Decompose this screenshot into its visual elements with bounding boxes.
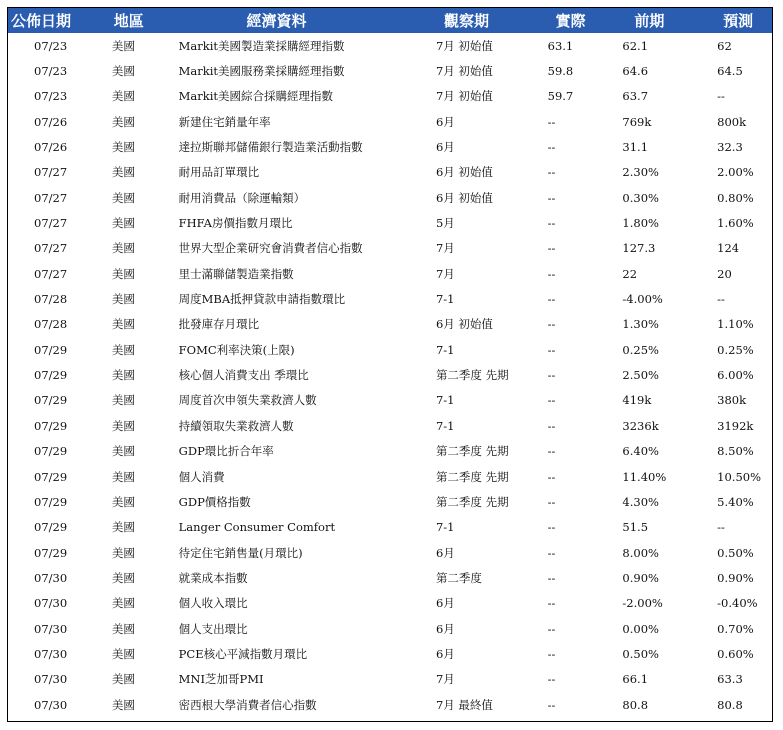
economic-calendar-table (7, 7, 773, 722)
cell-indicator: 周度首次申領失業救濟人數 (178, 393, 317, 408)
cell-forecast: 20 (717, 266, 732, 281)
cell-previous: 51.5 (622, 520, 649, 535)
cell-region: 美國 (111, 393, 135, 408)
cell-period: 第二季度 先期 (435, 494, 509, 509)
cell-forecast: 62 (717, 38, 732, 53)
cell-date: 07/30 (34, 596, 68, 611)
cell-actual: 59.7 (547, 89, 574, 104)
cell-previous: 22 (622, 266, 638, 281)
cell-period: 6月 (435, 596, 455, 611)
cell-date: 07/23 (34, 89, 68, 104)
cell-indicator: 就業成本指數 (178, 570, 248, 585)
cell-actual: -- (547, 216, 556, 231)
cell-indicator: 達拉斯聯邦儲備銀行製造業活動指數 (178, 140, 363, 155)
cell-forecast: 0.60% (717, 646, 754, 661)
cell-actual: -- (547, 292, 556, 307)
cell-period: 7月 初始值 (435, 38, 493, 53)
table-header (8, 8, 772, 33)
cell-region: 美國 (111, 241, 135, 256)
cell-period: 7-1 (435, 342, 455, 357)
cell-forecast: 0.50% (717, 545, 754, 560)
cell-period: 7月 初始值 (435, 64, 493, 79)
cell-forecast: -0.40% (717, 596, 758, 611)
cell-region: 美國 (111, 570, 135, 585)
cell-period: 7月 初始值 (435, 89, 493, 104)
cell-date: 07/30 (34, 646, 68, 661)
cell-date: 07/27 (34, 241, 68, 256)
cell-region: 美國 (111, 596, 135, 611)
cell-previous: 63.7 (622, 89, 649, 104)
table-row (8, 565, 772, 590)
cell-region: 美國 (111, 64, 135, 79)
cell-region: 美國 (111, 342, 135, 357)
cell-actual: -- (547, 418, 556, 433)
cell-region: 美國 (111, 165, 135, 180)
cell-previous: 62.1 (622, 38, 649, 53)
table-row (8, 591, 772, 616)
cell-period: 5月 (435, 216, 455, 231)
cell-forecast: 0.90% (717, 570, 754, 585)
cell-period: 6月 (435, 646, 455, 661)
table-row (8, 185, 772, 210)
cell-actual: 63.1 (547, 38, 574, 53)
cell-region: 美國 (111, 545, 135, 560)
cell-actual: -- (547, 469, 556, 484)
cell-region: 美國 (111, 646, 135, 661)
cell-date: 07/28 (34, 292, 68, 307)
cell-actual: -- (547, 621, 556, 636)
cell-date: 07/27 (34, 266, 68, 281)
cell-date: 07/29 (34, 368, 68, 383)
cell-previous: 11.40% (622, 469, 667, 484)
cell-period: 6月 (435, 114, 455, 129)
cell-forecast: 0.70% (717, 621, 754, 636)
cell-region: 美國 (111, 444, 135, 459)
cell-previous: 0.90% (622, 570, 659, 585)
header-release-date: 公佈日期 (11, 12, 72, 30)
cell-actual: -- (547, 317, 556, 332)
cell-forecast: 63.3 (717, 672, 743, 687)
table-row (8, 337, 772, 362)
cell-forecast: 32.3 (717, 140, 743, 155)
cell-previous: 1.30% (622, 317, 659, 332)
cell-previous: 31.1 (622, 140, 649, 155)
cell-forecast: 800k (717, 114, 747, 129)
cell-region: 美國 (111, 140, 135, 155)
cell-indicator: Markit美國製造業採購經理指數 (178, 38, 345, 53)
table-row (8, 160, 772, 185)
table-row (8, 489, 772, 514)
cell-indicator: 耐用品訂單環比 (178, 165, 260, 180)
cell-period: 7-1 (435, 520, 455, 535)
cell-region: 美國 (111, 621, 135, 636)
cell-previous: 1.80% (622, 216, 659, 231)
cell-forecast: 1.10% (717, 317, 754, 332)
header-region: 地區 (113, 12, 144, 30)
cell-previous: 0.25% (622, 342, 659, 357)
cell-actual: -- (547, 697, 556, 712)
cell-indicator: GDP價格指數 (178, 494, 251, 509)
table-row (8, 261, 772, 286)
table-row (8, 210, 772, 235)
cell-period: 7月 最終值 (435, 697, 493, 712)
cell-actual: -- (547, 520, 556, 535)
cell-previous: -4.00% (622, 292, 663, 307)
cell-period: 7-1 (435, 393, 455, 408)
cell-period: 7-1 (435, 418, 455, 433)
cell-region: 美國 (111, 89, 135, 104)
table-row (8, 388, 772, 413)
cell-date: 07/23 (34, 38, 68, 53)
cell-actual: -- (547, 545, 556, 560)
cell-previous: 64.6 (622, 64, 649, 79)
cell-forecast: -- (717, 520, 725, 535)
cell-previous: 66.1 (622, 672, 649, 687)
cell-indicator: 里士滿聯儲製造業指數 (178, 266, 294, 281)
cell-indicator: Markit美國服務業採購經理指數 (178, 64, 345, 79)
cell-indicator: FHFA房價指數月環比 (178, 216, 293, 231)
cell-indicator: 核心個人消費支出 季環比 (178, 368, 309, 383)
cell-region: 美國 (111, 38, 135, 53)
table-row (8, 515, 772, 540)
cell-period: 6月 (435, 140, 455, 155)
cell-indicator: 待定住宅銷售量(月環比) (178, 545, 303, 560)
cell-forecast: 124 (717, 241, 740, 256)
cell-actual: -- (547, 570, 556, 585)
cell-indicator: 批發庫存月環比 (178, 317, 260, 332)
cell-indicator: 新建住宅銷量年率 (178, 114, 271, 129)
cell-period: 第二季度 (435, 570, 482, 585)
cell-forecast: 1.60% (717, 216, 754, 231)
cell-region: 美國 (111, 672, 135, 687)
cell-date: 07/30 (34, 570, 68, 585)
cell-date: 07/26 (34, 114, 68, 129)
cell-date: 07/27 (34, 190, 68, 205)
cell-previous: 2.50% (622, 368, 659, 383)
cell-actual: 59.8 (547, 64, 574, 79)
table-row (8, 540, 772, 565)
cell-date: 07/29 (34, 444, 68, 459)
cell-previous: 419k (622, 393, 652, 408)
cell-period: 6月 (435, 621, 455, 636)
cell-date: 07/29 (34, 469, 68, 484)
cell-region: 美國 (111, 697, 135, 712)
cell-indicator: PCE核心平減指數月環比 (178, 646, 308, 661)
cell-actual: -- (547, 140, 556, 155)
cell-actual: -- (547, 672, 556, 687)
cell-actual: -- (547, 494, 556, 509)
header-indicator: 經濟資料 (246, 12, 307, 30)
cell-date: 07/27 (34, 216, 68, 231)
cell-previous: -2.00% (622, 596, 663, 611)
cell-previous: 80.8 (622, 697, 649, 712)
header-period: 觀察期 (443, 12, 489, 30)
cell-region: 美國 (111, 469, 135, 484)
cell-date: 07/23 (34, 64, 68, 79)
table-row (8, 236, 772, 261)
cell-previous: 769k (622, 114, 652, 129)
cell-region: 美國 (111, 317, 135, 332)
cell-period: 6月 初始值 (435, 317, 493, 332)
table-row (8, 134, 772, 159)
cell-forecast: 3192k (717, 418, 754, 433)
cell-actual: -- (547, 368, 556, 383)
cell-period: 7月 (435, 241, 455, 256)
cell-indicator: 持續領取失業救濟人數 (178, 418, 294, 433)
table-row (8, 692, 772, 717)
cell-actual: -- (547, 114, 556, 129)
cell-indicator: 周度MBA抵押貸款申請指數環比 (178, 292, 346, 307)
cell-indicator: 個人收入環比 (178, 596, 248, 611)
cell-period: 6月 初始值 (435, 190, 493, 205)
table-row (8, 464, 772, 489)
cell-indicator: 世界大型企業研究會消費者信心指數 (178, 241, 363, 256)
cell-region: 美國 (111, 520, 135, 535)
cell-indicator: FOMC利率決策(上限) (178, 342, 295, 357)
cell-region: 美國 (111, 292, 135, 307)
cell-date: 07/29 (34, 545, 68, 560)
cell-indicator: 個人支出環比 (178, 621, 248, 636)
cell-date: 07/26 (34, 140, 68, 155)
cell-period: 第二季度 先期 (435, 368, 509, 383)
cell-region: 美國 (111, 418, 135, 433)
cell-previous: 6.40% (622, 444, 659, 459)
cell-period: 第二季度 先期 (435, 444, 509, 459)
cell-indicator: Markit美國綜合採購經理指數 (178, 89, 334, 104)
table-body (8, 33, 772, 717)
table-row (8, 33, 772, 58)
cell-date: 07/30 (34, 621, 68, 636)
table-row (8, 413, 772, 438)
cell-region: 美國 (111, 216, 135, 231)
header-previous: 前期 (634, 12, 665, 30)
cell-actual: -- (547, 596, 556, 611)
cell-actual: -- (547, 190, 556, 205)
table-row (8, 616, 772, 641)
table-row (8, 641, 772, 666)
table-row (8, 58, 772, 83)
cell-date: 07/30 (34, 672, 68, 687)
cell-forecast: 380k (717, 393, 747, 408)
table-row (8, 667, 772, 692)
cell-indicator: Langer Consumer Comfort (178, 520, 336, 535)
cell-forecast: -- (717, 89, 725, 104)
cell-actual: -- (547, 393, 556, 408)
cell-date: 07/30 (34, 697, 68, 712)
cell-region: 美國 (111, 494, 135, 509)
cell-previous: 2.30% (622, 165, 659, 180)
cell-forecast: 6.00% (717, 368, 754, 383)
cell-forecast: 10.50% (717, 469, 762, 484)
cell-indicator: 個人消費 (178, 469, 225, 484)
cell-period: 第二季度 先期 (435, 469, 509, 484)
table-row (8, 439, 772, 464)
cell-indicator: 密西根大學消費者信心指數 (178, 697, 317, 712)
cell-date: 07/27 (34, 165, 68, 180)
cell-forecast: 2.00% (717, 165, 754, 180)
cell-actual: -- (547, 266, 556, 281)
cell-previous: 127.3 (622, 241, 656, 256)
cell-date: 07/29 (34, 418, 68, 433)
cell-previous: 4.30% (622, 494, 659, 509)
cell-actual: -- (547, 165, 556, 180)
cell-region: 美國 (111, 114, 135, 129)
table-row (8, 84, 772, 109)
cell-period: 7月 (435, 672, 455, 687)
cell-indicator: 耐用消費品（除運輸類） (178, 190, 306, 205)
cell-date: 07/29 (34, 494, 68, 509)
cell-date: 07/28 (34, 317, 68, 332)
cell-date: 07/29 (34, 342, 68, 357)
cell-previous: 0.50% (622, 646, 659, 661)
cell-date: 07/29 (34, 520, 68, 535)
cell-region: 美國 (111, 368, 135, 383)
cell-date: 07/29 (34, 393, 68, 408)
cell-actual: -- (547, 646, 556, 661)
cell-period: 6月 (435, 545, 455, 560)
cell-actual: -- (547, 342, 556, 357)
cell-previous: 3236k (622, 418, 659, 433)
cell-previous: 8.00% (622, 545, 659, 560)
cell-forecast: 5.40% (717, 494, 754, 509)
cell-indicator: MNI芝加哥PMI (178, 672, 264, 687)
cell-forecast: -- (717, 292, 725, 307)
table-row (8, 109, 772, 134)
cell-period: 7-1 (435, 292, 455, 307)
cell-previous: 0.00% (622, 621, 659, 636)
table-row (8, 312, 772, 337)
cell-forecast: 8.50% (717, 444, 754, 459)
cell-actual: -- (547, 444, 556, 459)
cell-actual: -- (547, 241, 556, 256)
cell-region: 美國 (111, 266, 135, 281)
cell-forecast: 80.8 (717, 697, 743, 712)
cell-region: 美國 (111, 190, 135, 205)
table-row (8, 362, 772, 387)
cell-period: 6月 初始值 (435, 165, 493, 180)
header-actual: 實際 (555, 12, 586, 30)
cell-forecast: 64.5 (717, 64, 743, 79)
cell-forecast: 0.25% (717, 342, 754, 357)
cell-period: 7月 (435, 266, 455, 281)
cell-previous: 0.30% (622, 190, 659, 205)
table-row (8, 286, 772, 311)
cell-forecast: 0.80% (717, 190, 754, 205)
cell-indicator: GDP環比折合年率 (178, 444, 274, 459)
header-forecast: 預測 (723, 12, 754, 30)
